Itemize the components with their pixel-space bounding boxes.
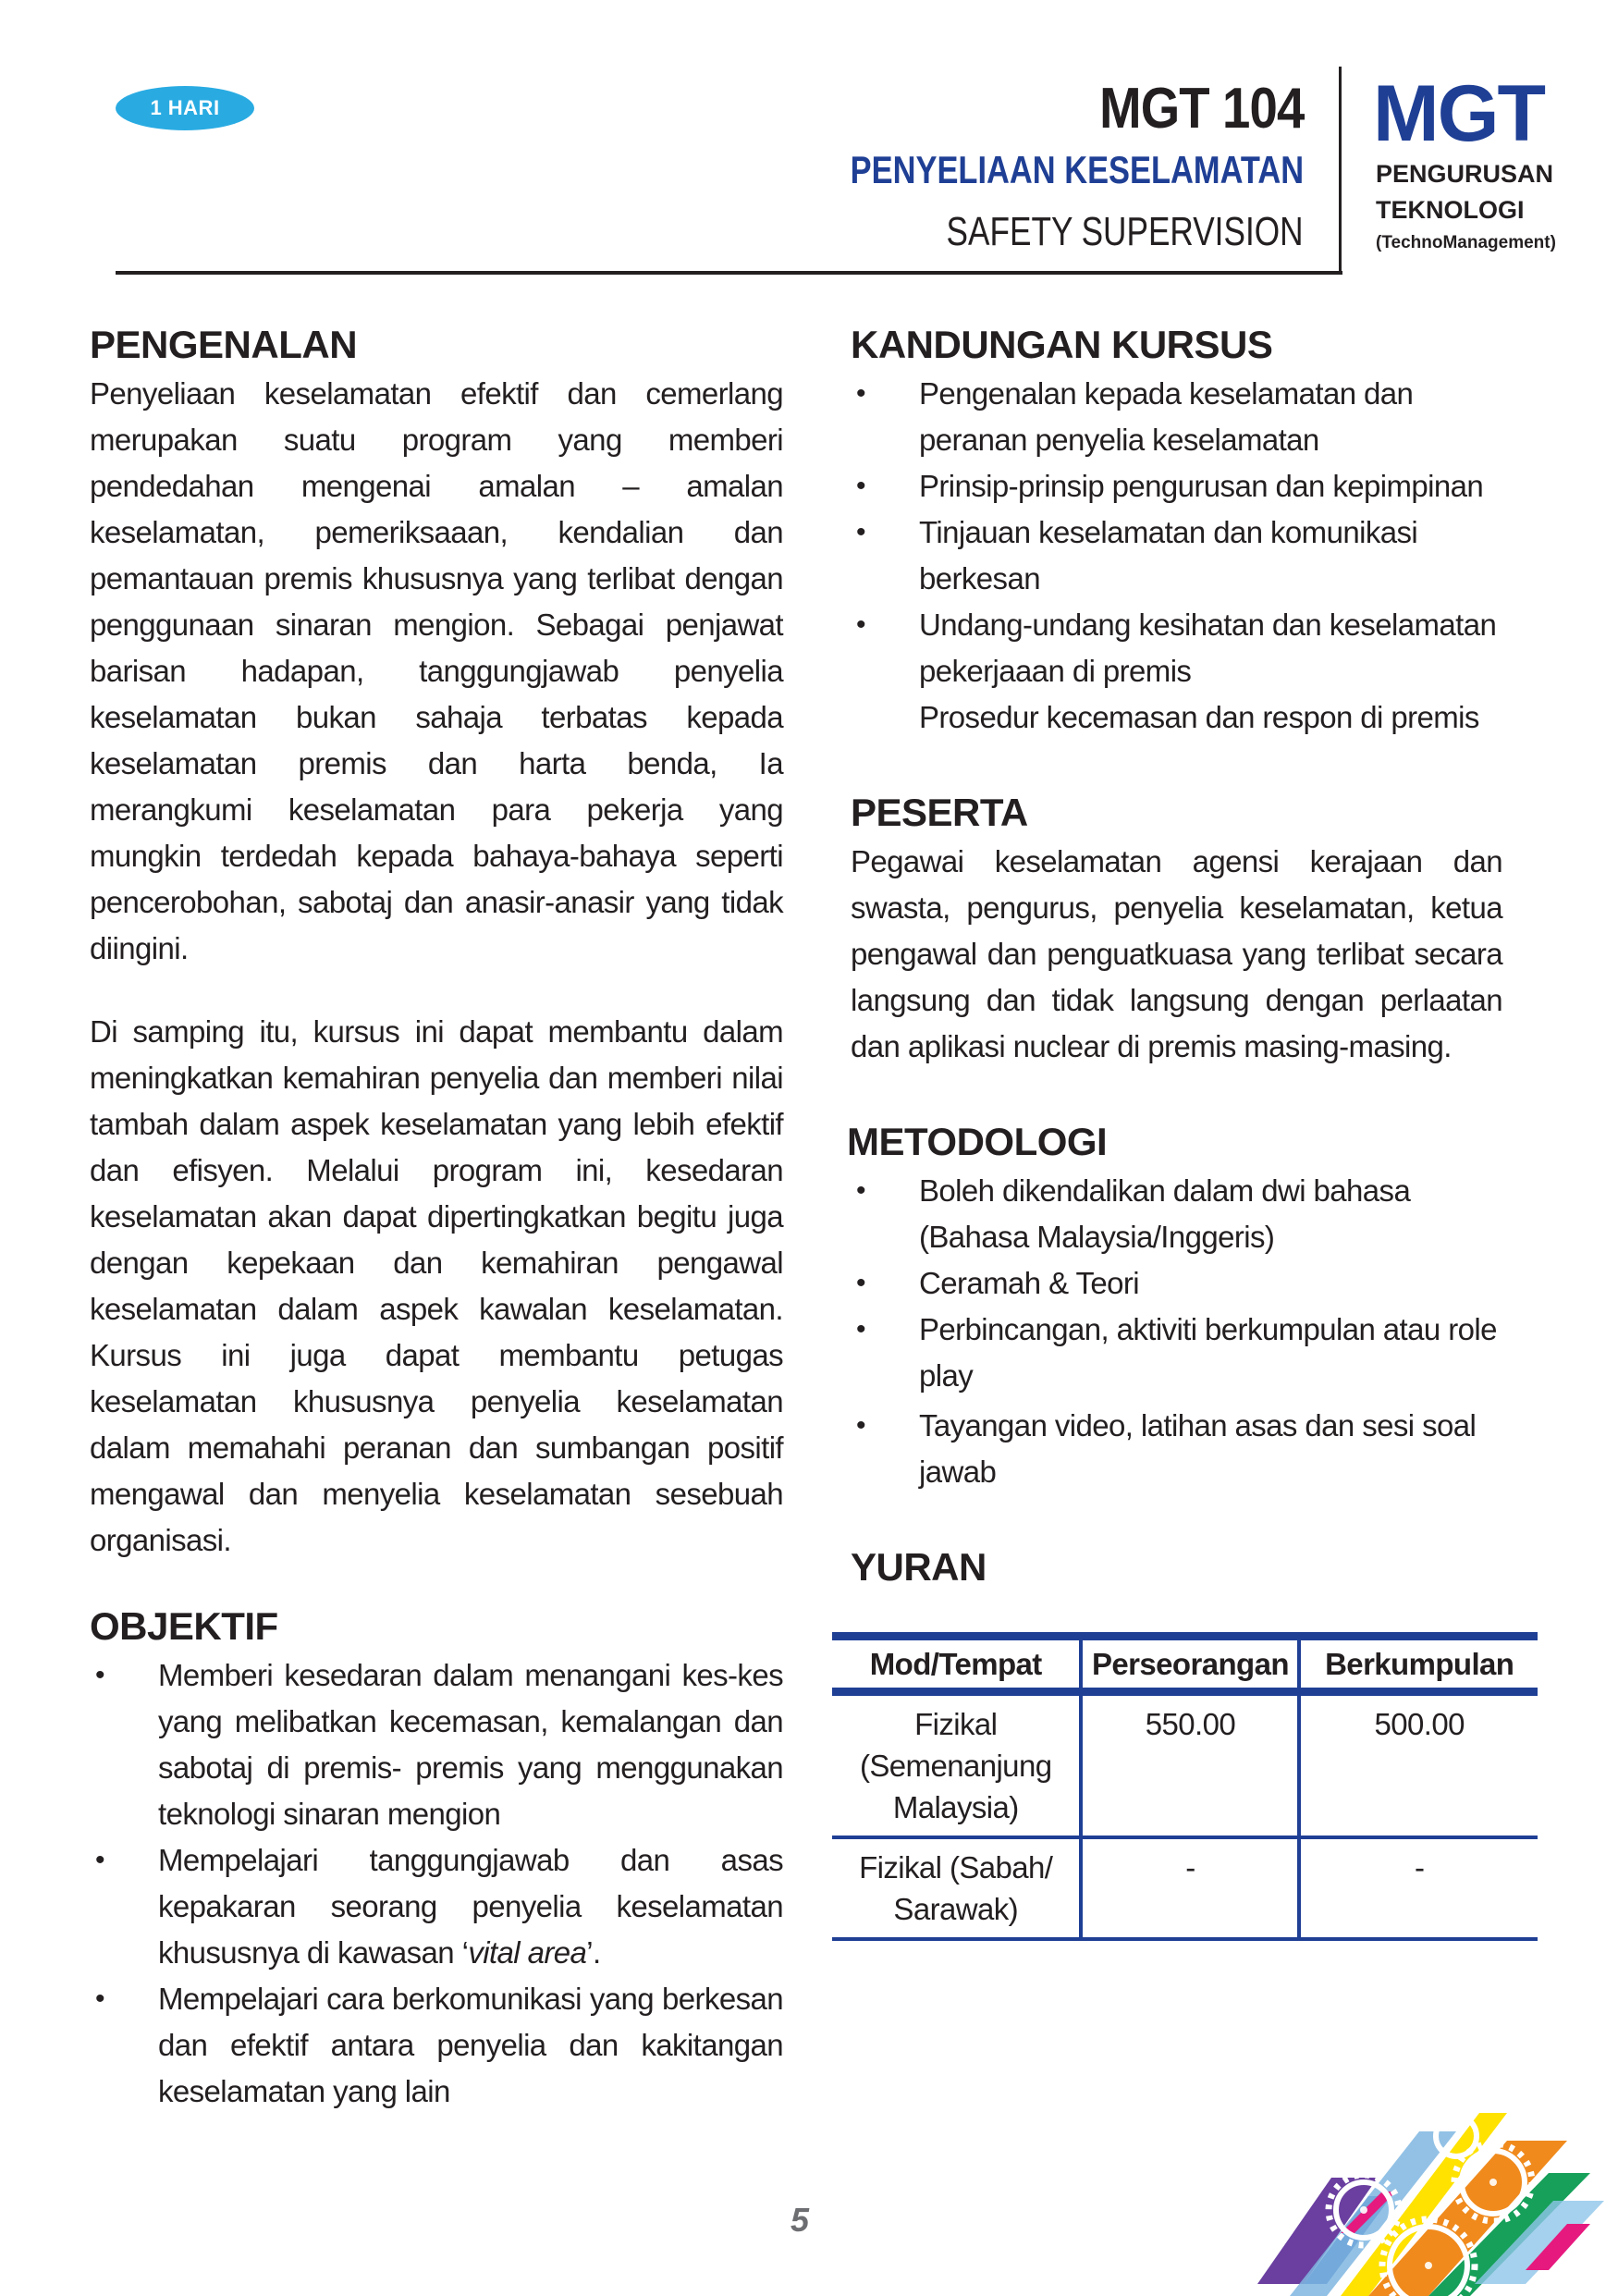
pengenalan-paragraph-2: Di samping itu, kursus ini dapat membantu dalam meningkatkan kemahiran penyelia dan memberi nilai tambah dalam aspek keselamatan yang lebih efektif dan efisyen. Melalui program ini, kesedaran keselamatan akan dapat dipertingkatkan begitu juga dengan kepekaan dan kemahiran pengawal keselamatan dalam aspek kawalan keselamatan. Kursus ini juga dapat membantu petugas keselamatan khususnya penyelia keselamatan dalam memahahi peranan dan sumbangan positif mengawal dan menyelia keselamatan sesebuah organisasi. xyxy=(90,1014,783,1557)
bullet-icon: • xyxy=(95,1660,104,1690)
section-heading-pengenalan: PENGENALAN xyxy=(90,323,358,366)
bullet-icon: • xyxy=(856,609,865,640)
kandungan-item: • Pengenalan kepada keselamatan dan peranan penyelia keselamatan xyxy=(851,371,1502,463)
peserta-paragraph: Pegawai keselamatan agensi kerajaan dan swasta, pengurus, penyelia keselamatan, ketua pengawal dan penguatkuasa yang terlibat secara langsung dan tidak langsung dengan perlaatan dan aplikasi nuclear di premis masing-masing. xyxy=(851,844,1502,1063)
metodologi-item: • Perbincangan, aktiviti berkumpulan atau role play xyxy=(851,1307,1502,1399)
bullet-icon: • xyxy=(856,378,865,409)
objektif-item: • Memberi kesedaran dalam menangani kes-kes yang melibatkan kecemasan, kemalangan dan sabotaj di premis- premis yang menggunakan teknologi sinaran mengion xyxy=(90,1652,783,1837)
cell-individual-fee: - xyxy=(1081,1837,1299,1939)
kandungan-item-continuation: Prosedur kecemasan dan respon di premis xyxy=(919,700,1479,734)
page-number: 5 xyxy=(791,2201,810,2239)
cell-mode: Fizikal (Sabah/ Sarawak) xyxy=(832,1837,1081,1939)
duration-label: 1 HARI xyxy=(150,96,220,119)
objektif-list xyxy=(90,1652,783,2115)
course-title-english: SAFETY SUPERVISION xyxy=(946,209,1304,254)
duration-badge xyxy=(116,86,254,130)
cell-group-fee: - xyxy=(1299,1837,1538,1939)
kandungan-item: • Tinjauan keselamatan dan komunikasi berkesan xyxy=(851,510,1502,602)
course-title-malay: PENYELIAAN KESELAMATAN xyxy=(850,148,1304,191)
objektif-item: • Mempelajari cara berkomunikasi yang berkesan dan efektif antara penyelia dan kakitangan keselamatan yang lain xyxy=(90,1976,783,2115)
kandungan-list xyxy=(851,371,1502,741)
right-column xyxy=(847,319,1514,1941)
bullet-icon: • xyxy=(856,471,865,501)
metodologi-item: • Tayangan video, latihan asas dan sesi soal jawab xyxy=(851,1403,1502,1495)
fees-table xyxy=(832,1632,1538,1941)
cell-individual-fee: 550.00 xyxy=(1081,1692,1299,1838)
brand-abbreviation: MGT xyxy=(1373,69,1545,158)
section-kandungan-kursus xyxy=(851,319,1502,741)
header-divider-horizontal xyxy=(116,271,1342,275)
section-heading-metodologi: METODOLOGI xyxy=(847,1120,1108,1163)
left-column xyxy=(90,319,783,2115)
bullet-icon: • xyxy=(856,1268,865,1298)
bullet-icon: • xyxy=(95,1983,104,2014)
section-heading-yuran: YURAN xyxy=(851,1545,987,1589)
colorful-gears-icon xyxy=(1230,2076,1618,2296)
bullet-icon: • xyxy=(856,1410,865,1441)
header-divider-vertical xyxy=(1339,67,1342,275)
course-code: MGT 104 xyxy=(1098,77,1304,141)
section-heading-objektif: OBJEKTIF xyxy=(90,1604,278,1648)
section-heading-kandungan: KANDUNGAN KURSUS xyxy=(851,323,1273,366)
metodologi-item: • Boleh dikendalikan dalam dwi bahasa (Bahasa Malaysia/Inggeris) xyxy=(851,1168,1502,1260)
bullet-icon: • xyxy=(95,1845,104,1875)
objektif-item: • Mempelajari tanggungjawab dan asas kepakaran seorang penyelia keselamatan khususnya di kawasan ‘vital area’. xyxy=(90,1837,783,1976)
table-row xyxy=(832,1692,1538,1838)
metodologi-list xyxy=(851,1168,1502,1495)
brand-line-teknologi: TEKNOLOGI xyxy=(1376,196,1525,224)
metodologi-item: • Ceramah & Teori xyxy=(851,1260,1502,1307)
brand-line-pengurusan: PENGURUSAN xyxy=(1376,160,1554,188)
section-objektif xyxy=(90,1601,783,2115)
bullet-icon: • xyxy=(856,517,865,547)
bullet-icon: • xyxy=(856,1314,865,1344)
bullet-icon: • xyxy=(856,1175,865,1206)
column-header-mode: Mod/Tempat xyxy=(832,1637,1081,1692)
cell-group-fee: 500.00 xyxy=(1299,1692,1538,1838)
section-pengenalan xyxy=(90,319,783,1564)
brand-line-technomanagement: (TechnoManagement) xyxy=(1376,233,1556,252)
column-header-individual: Perseorangan xyxy=(1081,1637,1299,1692)
table-row xyxy=(832,1837,1538,1939)
section-peserta xyxy=(851,787,1502,1070)
vital-area-term: vital area xyxy=(468,1935,587,1970)
kandungan-item: • Prinsip-prinsip pengurusan dan kepimpinan xyxy=(851,463,1502,510)
pengenalan-paragraph-1: Penyeliaan keselamatan efektif dan cemerlang merupakan suatu program yang memberi pendedahan mengenai amalan – amalan keselamatan, pemeriksaaan, kendalian dan pemantauan premis khususnya yang terlibat dengan penggunaan sinaran mengion. Sebagai penjawat barisan hadapan, tanggungjawab penyelia keselamatan bukan sahaja terbatas kepada keselamatan premis dan harta benda, Ia merangkumi keselamatan para pekerja yang mungkin terdedah kepada bahaya-bahaya seperti pencerobohan, sabotaj dan anasir-anasir yang tidak diingini. xyxy=(90,376,783,965)
section-heading-peserta: PESERTA xyxy=(851,791,1028,834)
fees-table-header-row xyxy=(832,1637,1538,1692)
cell-mode: Fizikal (Semenanjung Malaysia) xyxy=(832,1692,1081,1838)
kandungan-item: • Undang-undang kesihatan dan keselamatan pekerjaaan di premis Prosedur kecemasan dan respon di premis xyxy=(851,602,1502,741)
section-yuran xyxy=(851,1541,1514,1941)
column-header-group: Berkumpulan xyxy=(1299,1637,1538,1692)
section-metodologi xyxy=(847,1116,1502,1495)
